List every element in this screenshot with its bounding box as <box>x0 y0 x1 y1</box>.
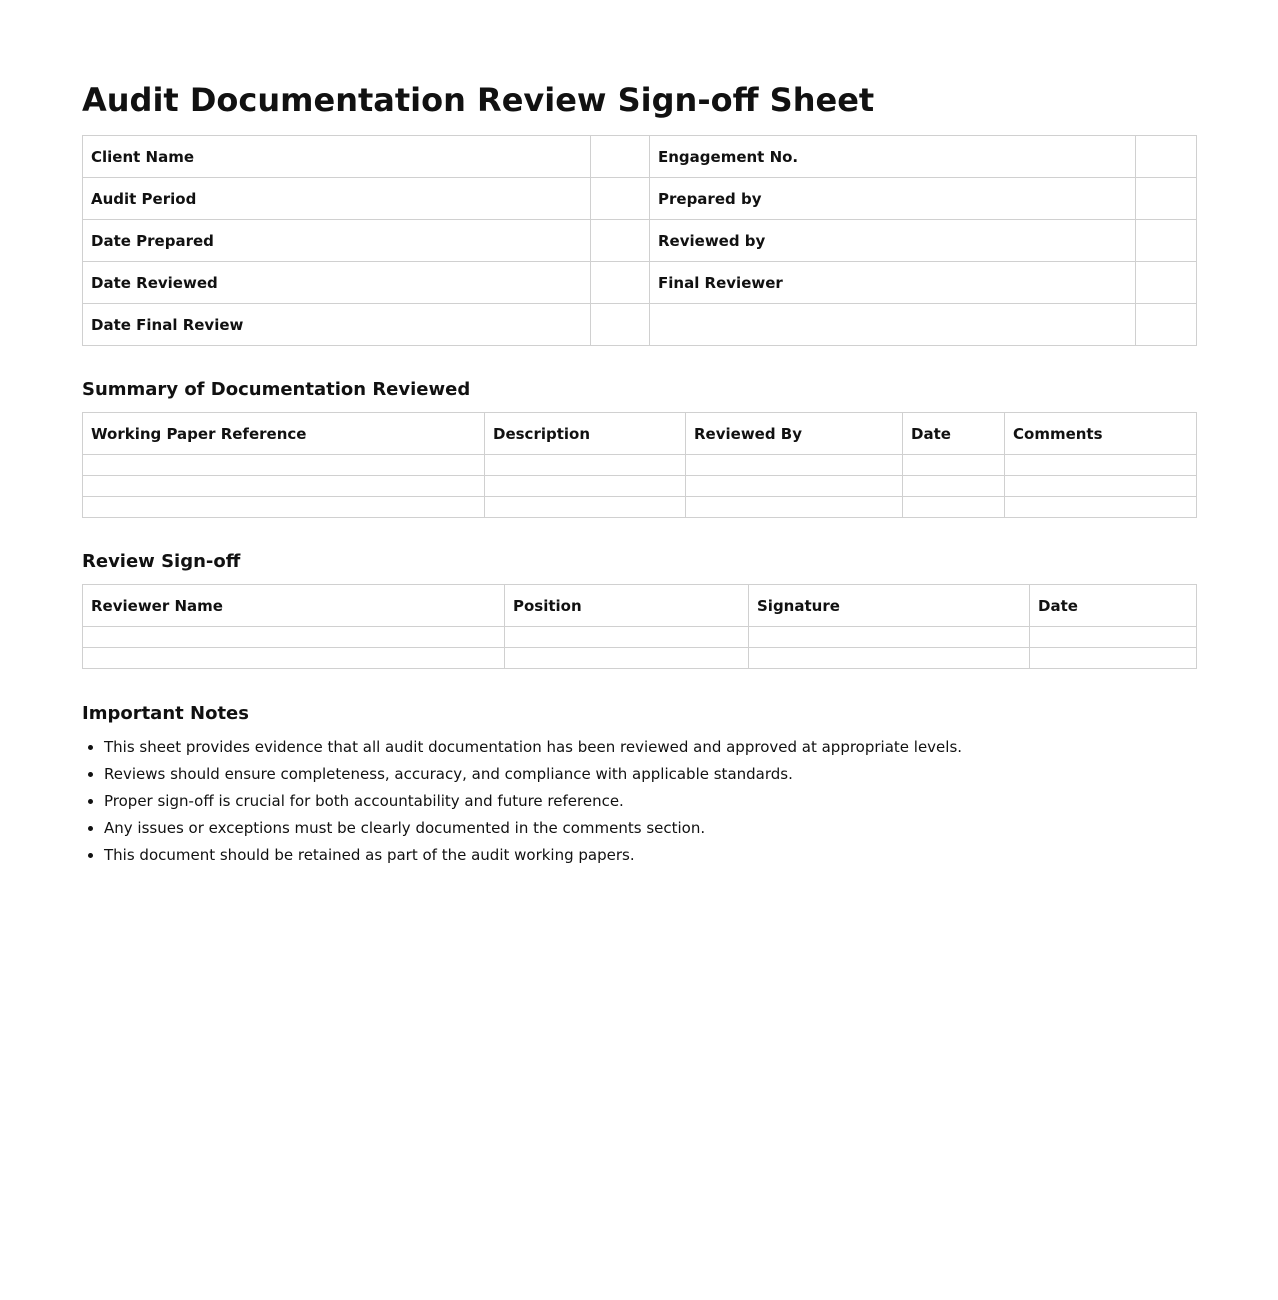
list-item: • This document should be retained as part of the audit working papers. <box>104 842 1196 869</box>
date-final-review-field[interactable] <box>591 304 650 346</box>
table-cell[interactable] <box>485 455 686 476</box>
column-header-date: Date <box>903 413 1005 455</box>
info-label-engagement-no: Engagement No. <box>650 136 1136 178</box>
audit-period-field[interactable] <box>591 178 650 220</box>
table-cell[interactable] <box>1005 476 1197 497</box>
table-cell[interactable] <box>686 497 903 518</box>
info-label-audit-period: Audit Period <box>83 178 591 220</box>
signoff-heading: Review Sign-off <box>82 551 241 572</box>
list-item: • Reviews should ensure completeness, accuracy, and compliance with applicable standards. <box>104 761 1196 788</box>
prepared-by-field[interactable] <box>1136 178 1197 220</box>
table-cell[interactable] <box>83 455 485 476</box>
notes-heading: Important Notes <box>82 703 249 724</box>
list-item: • This sheet provides evidence that all audit documentation has been reviewed and approved at appropriate levels. <box>104 734 1196 761</box>
table-cell[interactable] <box>1030 648 1197 669</box>
info-label-prepared-by: Prepared by <box>650 178 1136 220</box>
table-row <box>83 455 1197 476</box>
client-name-field[interactable] <box>591 136 650 178</box>
info-row <box>83 178 1197 220</box>
info-row <box>83 262 1197 304</box>
table-cell[interactable] <box>505 648 749 669</box>
info-label-date-prepared: Date Prepared <box>83 220 591 262</box>
table-cell[interactable] <box>1005 497 1197 518</box>
table-cell[interactable] <box>485 497 686 518</box>
table-cell[interactable] <box>686 476 903 497</box>
date-prepared-field[interactable] <box>591 220 650 262</box>
page-title: Audit Documentation Review Sign-off Sheet <box>82 81 875 119</box>
signoff-header-row <box>83 585 1197 627</box>
engagement-no-field[interactable] <box>1136 136 1197 178</box>
date-reviewed-field[interactable] <box>591 262 650 304</box>
table-cell[interactable] <box>505 627 749 648</box>
table-cell[interactable] <box>749 648 1030 669</box>
table-cell[interactable] <box>686 455 903 476</box>
column-header-working-paper-reference: Working Paper Reference <box>83 413 485 455</box>
column-header-date: Date <box>1030 585 1197 627</box>
table-row <box>83 627 1197 648</box>
summary-header-row <box>83 413 1197 455</box>
table-cell[interactable] <box>485 476 686 497</box>
info-empty-field[interactable] <box>1136 304 1197 346</box>
table-cell[interactable] <box>83 627 505 648</box>
notes-list <box>82 734 1196 869</box>
reviewed-by-field[interactable] <box>1136 220 1197 262</box>
list-item: • Proper sign-off is crucial for both accountability and future reference. <box>104 788 1196 815</box>
document-page <box>82 78 1196 869</box>
info-row <box>83 220 1197 262</box>
column-header-reviewer-name: Reviewer Name <box>83 585 505 627</box>
table-row <box>83 648 1197 669</box>
info-empty-label <box>650 304 1136 346</box>
summary-table <box>82 412 1197 518</box>
final-reviewer-field[interactable] <box>1136 262 1197 304</box>
info-row <box>83 304 1197 346</box>
info-label-date-reviewed: Date Reviewed <box>83 262 591 304</box>
table-cell[interactable] <box>83 648 505 669</box>
table-row <box>83 497 1197 518</box>
signoff-table <box>82 584 1197 669</box>
column-header-signature: Signature <box>749 585 1030 627</box>
engagement-info-table <box>82 135 1197 346</box>
table-cell[interactable] <box>903 476 1005 497</box>
table-cell[interactable] <box>1005 455 1197 476</box>
table-cell[interactable] <box>903 455 1005 476</box>
table-cell[interactable] <box>749 627 1030 648</box>
table-cell[interactable] <box>1030 627 1197 648</box>
info-row <box>83 136 1197 178</box>
info-label-final-reviewer: Final Reviewer <box>650 262 1136 304</box>
column-header-reviewed-by: Reviewed By <box>686 413 903 455</box>
summary-heading: Summary of Documentation Reviewed <box>82 379 471 400</box>
info-label-client-name: Client Name <box>83 136 591 178</box>
info-label-reviewed-by: Reviewed by <box>650 220 1136 262</box>
column-header-comments: Comments <box>1005 413 1197 455</box>
column-header-description: Description <box>485 413 686 455</box>
list-item: • Any issues or exceptions must be clearly documented in the comments section. <box>104 815 1196 842</box>
info-label-date-final-review: Date Final Review <box>83 304 591 346</box>
table-row <box>83 476 1197 497</box>
table-cell[interactable] <box>83 476 485 497</box>
column-header-position: Position <box>505 585 749 627</box>
table-cell[interactable] <box>903 497 1005 518</box>
table-cell[interactable] <box>83 497 485 518</box>
